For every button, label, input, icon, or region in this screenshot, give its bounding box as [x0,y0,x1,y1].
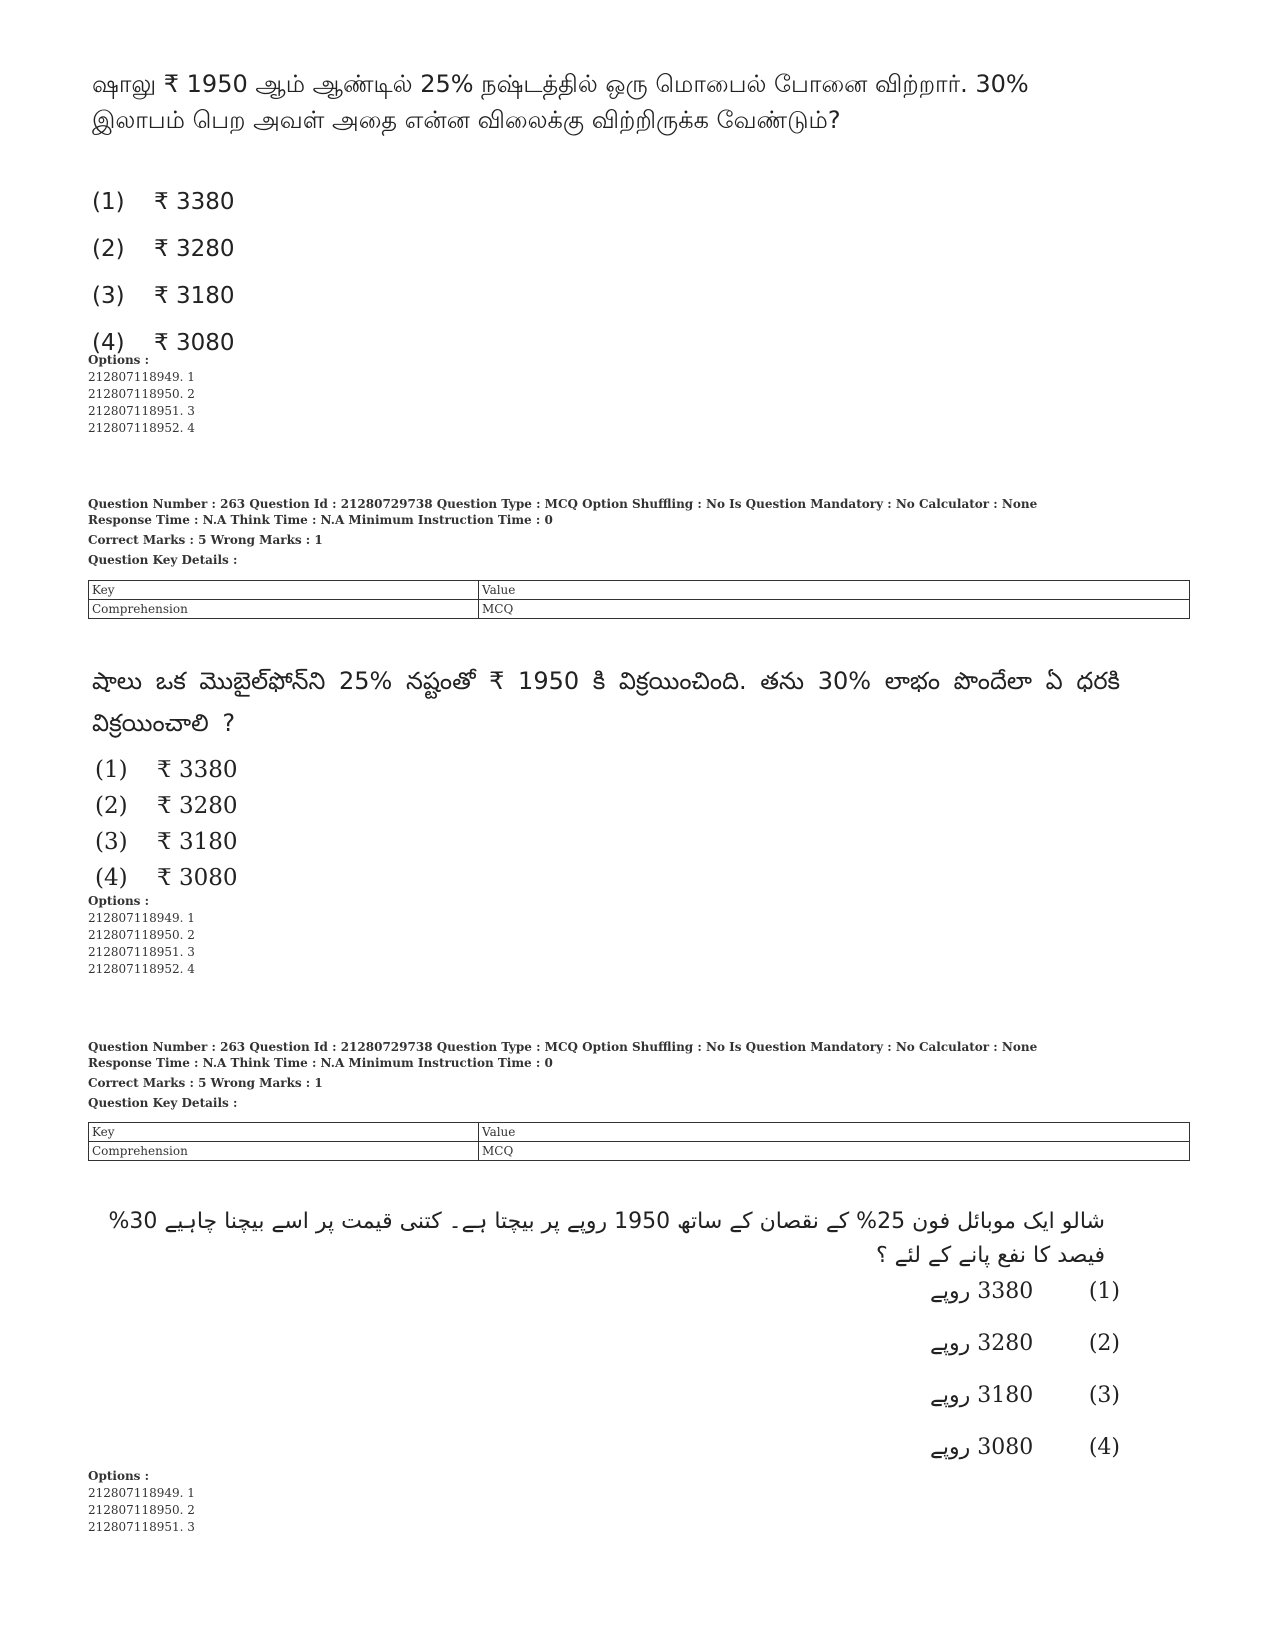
option-number: (3) [92,282,125,309]
table-row [89,1123,1190,1142]
option-number: (3) [1088,1382,1120,1408]
marks-line: Correct Marks : 5 Wrong Marks : 1 [88,533,323,547]
table-header-key: Key [89,581,479,600]
table-cell-key: Comprehension [89,600,479,619]
option-id: 212807118951. 3 [88,945,195,959]
urdu-option-1 [930,1265,1120,1317]
urdu-option-3 [930,1369,1120,1421]
key-details-label: Question Key Details : [88,1096,238,1110]
option-id: 212807118952. 4 [88,962,195,976]
telugu-option-ids [88,893,195,978]
table-header-value: Value [479,1123,1190,1142]
option-id: 212807118949. 1 [88,370,195,384]
tamil-option-1 [92,178,234,225]
option-id: 212807118949. 1 [88,1486,195,1500]
tamil-option-ids [88,352,195,437]
table-header-value: Value [479,581,1190,600]
option-id: 212807118952. 4 [88,421,195,435]
telugu-question-text: షాలు ఒక మొబైల్‌ఫోన్‌ని 25% నష్టంతో ₹ 1950 కి విక్రయించింది. తను 30% లాభం పొందేలా ఏ ధరకి విక్రయించాలి ? [92,667,1121,737]
option-text: ₹ 3180 [154,282,235,309]
option-id: 212807118951. 3 [88,1520,195,1534]
urdu-options [930,1265,1120,1473]
option-text: ₹ 3380 [154,188,235,215]
options-label: Options : [88,1469,150,1483]
option-text: ₹ 3080 [154,329,235,356]
urdu-key-table [88,1122,1190,1161]
urdu-option-4 [930,1421,1120,1473]
options-label: Options : [88,894,150,908]
option-number: (1) [1088,1278,1120,1304]
table-cell-key: Comprehension [89,1142,479,1161]
option-id: 212807118950. 2 [88,928,195,942]
tamil-question-text: ஷாலு ₹ 1950 ஆம் ஆண்டில் 25% நஷ்டத்தில் ஒரு மொபைல் போனை விற்றார். 30% இலாபம் பெற அவள் அதை என்ன விலைக்கு விற்றிருக்க வேண்டும்? [92,70,1029,134]
option-number: (1) [92,188,125,215]
option-number: (2) [95,793,128,819]
meta-line: Question Number : 263 Question Id : 21280729738 Question Type : MCQ Option Shuffling : No Is Question Mandatory : No Calculator : None [88,497,1038,511]
meta-line: Response Time : N.A Think Time : N.A Minimum Instruction Time : 0 [88,513,553,527]
tamil-option-2 [92,225,234,272]
option-number: (4) [95,865,128,891]
option-number: (2) [92,235,125,262]
telugu-options [95,752,237,896]
urdu-question-text: شالو ایک موبائل فون 25% کے نقصان کے ساتھ 1950 روپے پر بیچتا ہے۔ کتنی قیمت پر اسے بیچنا چاہیے 30% فیصد کا نفع پانے کے لئے ؟ [108,1209,1105,1268]
option-text: ₹ 3280 [154,235,235,262]
option-id: 212807118951. 3 [88,404,195,418]
telugu-option-2 [95,788,237,824]
options-label: Options : [88,353,150,367]
telugu-option-3 [95,824,237,860]
option-text: ₹ 3280 [157,793,238,819]
meta-line: Question Number : 263 Question Id : 21280729738 Question Type : MCQ Option Shuffling : No Is Question Mandatory : No Calculator : None [88,1040,1038,1054]
telugu-option-4 [95,860,237,896]
marks-line: Correct Marks : 5 Wrong Marks : 1 [88,1076,323,1090]
urdu-option-2 [930,1317,1120,1369]
table-header-key: Key [89,1123,479,1142]
meta-line: Response Time : N.A Think Time : N.A Minimum Instruction Time : 0 [88,1056,553,1070]
option-text: 3280 روپے [930,1330,1034,1356]
option-text: 3380 روپے [930,1278,1034,1304]
tamil-option-3 [92,272,234,319]
option-number: (4) [1088,1434,1120,1460]
table-cell-value: MCQ [479,600,1190,619]
option-number: (4) [92,329,125,356]
telugu-question-meta [88,496,1168,568]
table-row [89,600,1190,619]
table-row [89,1142,1190,1161]
key-details-label: Question Key Details : [88,553,238,567]
urdu-question-meta [88,1039,1168,1111]
table-cell-value: MCQ [479,1142,1190,1161]
option-id: 212807118949. 1 [88,911,195,925]
option-id: 212807118950. 2 [88,1503,195,1517]
option-text: ₹ 3080 [157,865,238,891]
telugu-option-1 [95,752,237,788]
urdu-option-ids [88,1468,195,1536]
option-number: (1) [95,757,128,783]
table-row [89,581,1190,600]
tamil-options [92,178,234,366]
option-text: ₹ 3380 [157,757,238,783]
option-text: 3180 روپے [930,1382,1034,1408]
option-number: (3) [95,829,128,855]
telugu-key-table [88,580,1190,619]
option-number: (2) [1088,1330,1120,1356]
option-text: 3080 روپے [930,1434,1034,1460]
option-id: 212807118950. 2 [88,387,195,401]
option-text: ₹ 3180 [157,829,238,855]
